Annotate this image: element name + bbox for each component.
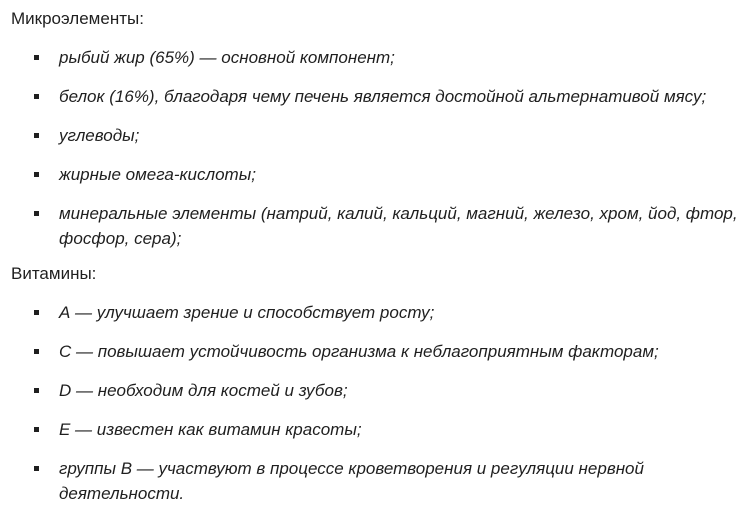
vitamins-list [11, 300, 752, 506]
list-item [11, 378, 752, 403]
vitamins-heading: Витамины: [11, 264, 97, 283]
list-item-text: жирные омега-кислоты; [59, 165, 256, 184]
list-item-text: углеводы; [59, 126, 140, 145]
list-item-text: С — повышает устойчивость организма к неблагоприятным факторам; [59, 342, 659, 361]
bullet-icon [34, 427, 39, 432]
list-item-text: D — необходим для костей и зубов; [59, 381, 348, 400]
bullet-icon [34, 310, 39, 315]
list-item-text: группы В — участвуют в процессе кроветворения и регуляции нервной деятельности. [59, 459, 644, 503]
bullet-icon [34, 211, 39, 216]
list-item-text: белок (16%), благодаря чему печень является достойной альтернативой мясу; [59, 87, 707, 106]
bullet-icon [34, 466, 39, 471]
list-item [11, 456, 752, 506]
list-item [11, 123, 752, 148]
bullet-icon [34, 94, 39, 99]
list-item [11, 339, 752, 364]
bullet-icon [34, 133, 39, 138]
list-item [11, 417, 752, 442]
list-item [11, 84, 752, 109]
list-item [11, 162, 752, 187]
list-item-text: рыбий жир (65%) — основной компонент; [59, 48, 395, 67]
list-item-text: А — улучшает зрение и способствует росту; [59, 303, 435, 322]
list-item-text: Е — известен как витамин красоты; [59, 420, 362, 439]
bullet-icon [34, 55, 39, 60]
list-item-text: минеральные элементы (натрий, калий, кальций, магний, железо, хром, йод, фтор, фосфор, сера); [59, 204, 738, 248]
bullet-icon [34, 388, 39, 393]
microelements-list [11, 45, 752, 251]
list-item [11, 45, 752, 70]
bullet-icon [34, 172, 39, 177]
list-item [11, 201, 752, 251]
list-item [11, 300, 752, 325]
microelements-heading: Микроэлементы: [11, 9, 144, 28]
bullet-icon [34, 349, 39, 354]
